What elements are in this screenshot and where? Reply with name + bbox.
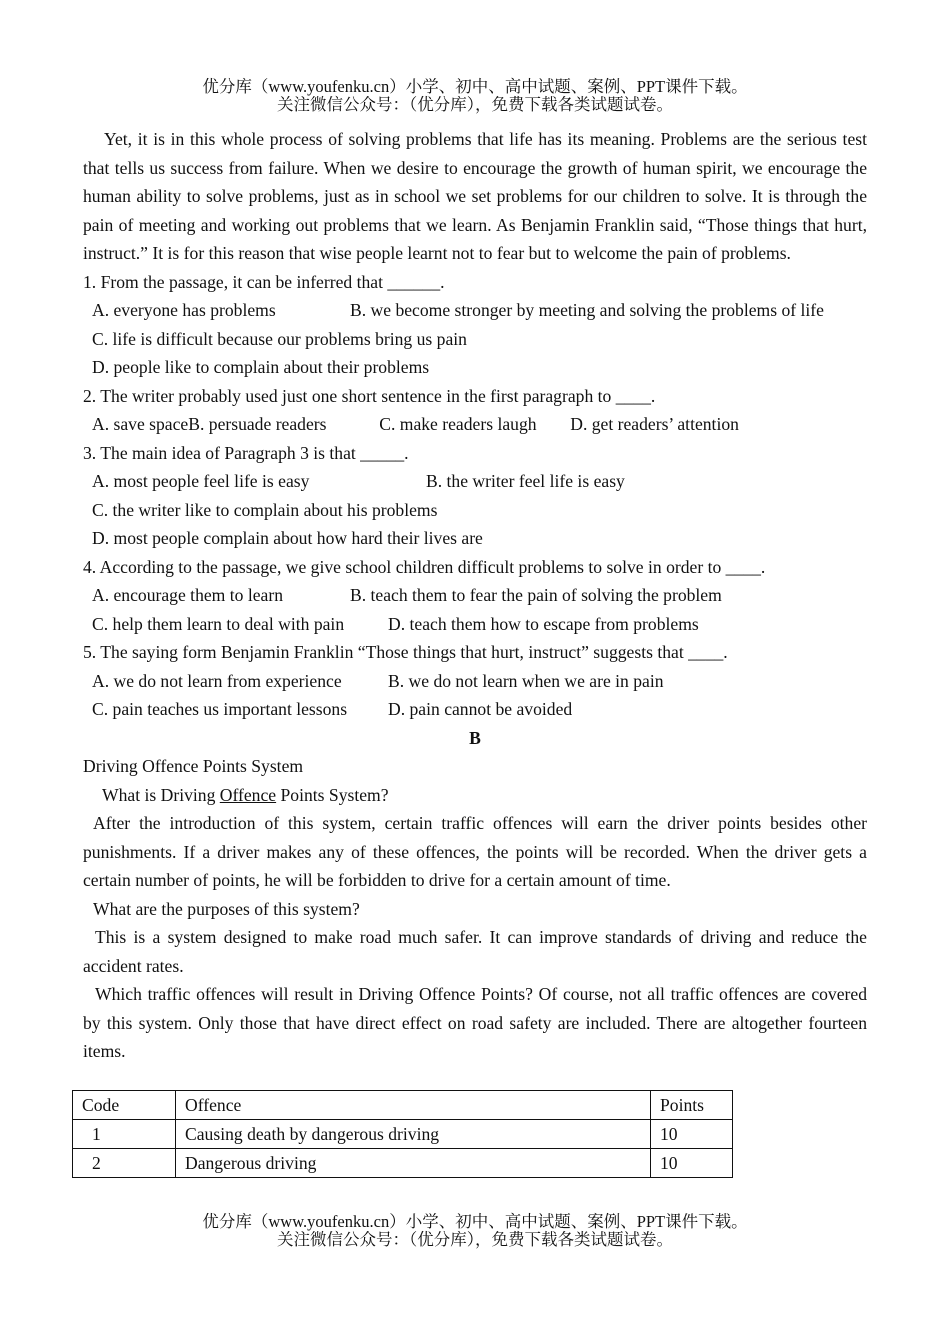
question-3-option-d: D. most people complain about how hard their lives are bbox=[92, 528, 483, 548]
question-1-option-a: A. everyone has problems bbox=[92, 300, 276, 320]
question-5-stem: 5. The saying form Benjamin Franklin “Those things that hurt, instruct” suggests that ____. bbox=[83, 642, 728, 662]
table-cell-offence: Causing death by dangerous driving bbox=[176, 1120, 651, 1149]
question-2-stem: 2. The writer probably used just one short sentence in the first paragraph to ____. bbox=[83, 385, 656, 406]
footer-line-1: 优分库（www.youfenku.cn）小学、初中、高中试题、案例、PPT课件下载。 bbox=[202, 1212, 748, 1231]
page-footer bbox=[0, 1213, 950, 1249]
document-body bbox=[83, 125, 867, 1066]
table-header-points: Points bbox=[651, 1091, 733, 1120]
question-1-option-b: B. we become stronger by meeting and solving the problems of life bbox=[350, 300, 824, 320]
table-header-offence: Offence bbox=[176, 1091, 651, 1120]
underlined-word-offence: Offence bbox=[219, 784, 277, 805]
section-b-title: Driving Offence Points System bbox=[83, 756, 304, 776]
table-cell-points: 10 bbox=[651, 1120, 733, 1149]
question-2-option-c: C. make readers laugh bbox=[379, 414, 537, 434]
section-b-question-1 bbox=[83, 781, 867, 810]
section-b-question-2: What are the purposes of this system? bbox=[93, 898, 360, 919]
question-2-options-row bbox=[83, 410, 867, 439]
question-5-options-row-1 bbox=[83, 667, 867, 696]
section-b-paragraph-1: After the introduction of this system, certain traffic offences will earn the driver points besides other punishments. If a driver makes any of these offences, the points will be recorded. When the driver gets a certain number of points, he will be forbidden to drive for a certain amount of time. bbox=[83, 813, 867, 890]
offence-points-table bbox=[72, 1090, 733, 1178]
question-5-option-d: D. pain cannot be avoided bbox=[388, 699, 573, 719]
section-b-label: B bbox=[469, 727, 481, 748]
page-header bbox=[0, 78, 950, 114]
footer-line-2: 关注微信公众号：（优分库），免费下载各类试题试卷。 bbox=[277, 1230, 673, 1249]
question-1-option-c: C. life is difficult because our problems bring us pain bbox=[92, 328, 467, 349]
question-3-option-c: C. the writer like to complain about his problems bbox=[92, 499, 438, 520]
section-b-paragraph-2: This is a system designed to make road much safer. It can improve standards of driving and reduce the accident rates. bbox=[83, 927, 867, 976]
question-1-option-d: D. people like to complain about their problems bbox=[92, 357, 430, 377]
passage-a-paragraph: Yet, it is in this whole process of solving problems that life has its meaning. Problems are the serious test that tells us success from failure. When we desire to encourage the growth of human spirit, we encourage the human ability to solve problems, just as in school we set problems for our children to solve. It is through the pain of meeting and working out problems that we learn. As Benjamin Franklin said, “Those things that hurt, instruct.” It is for this reason that wise people learnt not to fear but to welcome the pain of problems. bbox=[83, 129, 867, 263]
table-cell-points: 10 bbox=[651, 1149, 733, 1178]
question-4-option-d: D. teach them how to escape from problems bbox=[388, 613, 699, 634]
question-3-option-a: A. most people feel life is easy bbox=[92, 471, 310, 491]
table-cell-code: 1 bbox=[73, 1120, 176, 1149]
header-line-1: 优分库（www.youfenku.cn）小学、初中、高中试题、案例、PPT课件下载。 bbox=[202, 77, 748, 96]
table-row bbox=[73, 1120, 733, 1149]
table-header-code: Code bbox=[73, 1091, 176, 1120]
table-cell-code: 2 bbox=[73, 1149, 176, 1178]
question-1-stem: 1. From the passage, it can be inferred that ______. bbox=[83, 271, 445, 292]
question-5-option-c: C. pain teaches us important lessons bbox=[92, 699, 348, 719]
question-4-option-b: B. teach them to fear the pain of solving the problem bbox=[350, 585, 722, 605]
header-line-2: 关注微信公众号：（优分库），免费下载各类试题试卷。 bbox=[277, 95, 673, 114]
question-4-stem: 4. According to the passage, we give school children difficult problems to solve in order to ____. bbox=[83, 556, 766, 577]
table-row bbox=[73, 1149, 733, 1178]
question-5-option-b: B. we do not learn when we are in pain bbox=[388, 670, 664, 691]
question-4-options-row-2 bbox=[83, 610, 867, 639]
question-5-option-a: A. we do not learn from experience bbox=[92, 670, 342, 691]
question-5-options-row-2 bbox=[83, 695, 867, 724]
q1-text-after: Points System? bbox=[276, 784, 389, 805]
question-3-option-b: B. the writer feel life is easy bbox=[426, 471, 625, 491]
question-2-option-d: D. get readers’ attention bbox=[570, 414, 739, 434]
question-2-option-b: B. persuade readers bbox=[188, 414, 327, 434]
section-b-paragraph-3: Which traffic offences will result in Driving Offence Points? Of course, not all traffic offences are covered by this system. Only those that have direct effect on road safety are included. There are altogether fourteen items. bbox=[83, 984, 867, 1061]
question-4-option-a: A. encourage them to learn bbox=[92, 585, 284, 605]
question-4-option-c: C. help them learn to deal with pain bbox=[92, 613, 345, 634]
question-1-options-row-1 bbox=[83, 296, 867, 325]
question-3-options-row-1 bbox=[83, 467, 867, 496]
table-header-row bbox=[73, 1091, 733, 1120]
table-cell-offence: Dangerous driving bbox=[176, 1149, 651, 1178]
question-3-stem: 3. The main idea of Paragraph 3 is that _____. bbox=[83, 442, 409, 463]
q1-text-before: What is Driving bbox=[102, 784, 220, 805]
question-4-options-row-1 bbox=[83, 581, 867, 610]
question-2-option-a: A. save space bbox=[92, 414, 189, 434]
